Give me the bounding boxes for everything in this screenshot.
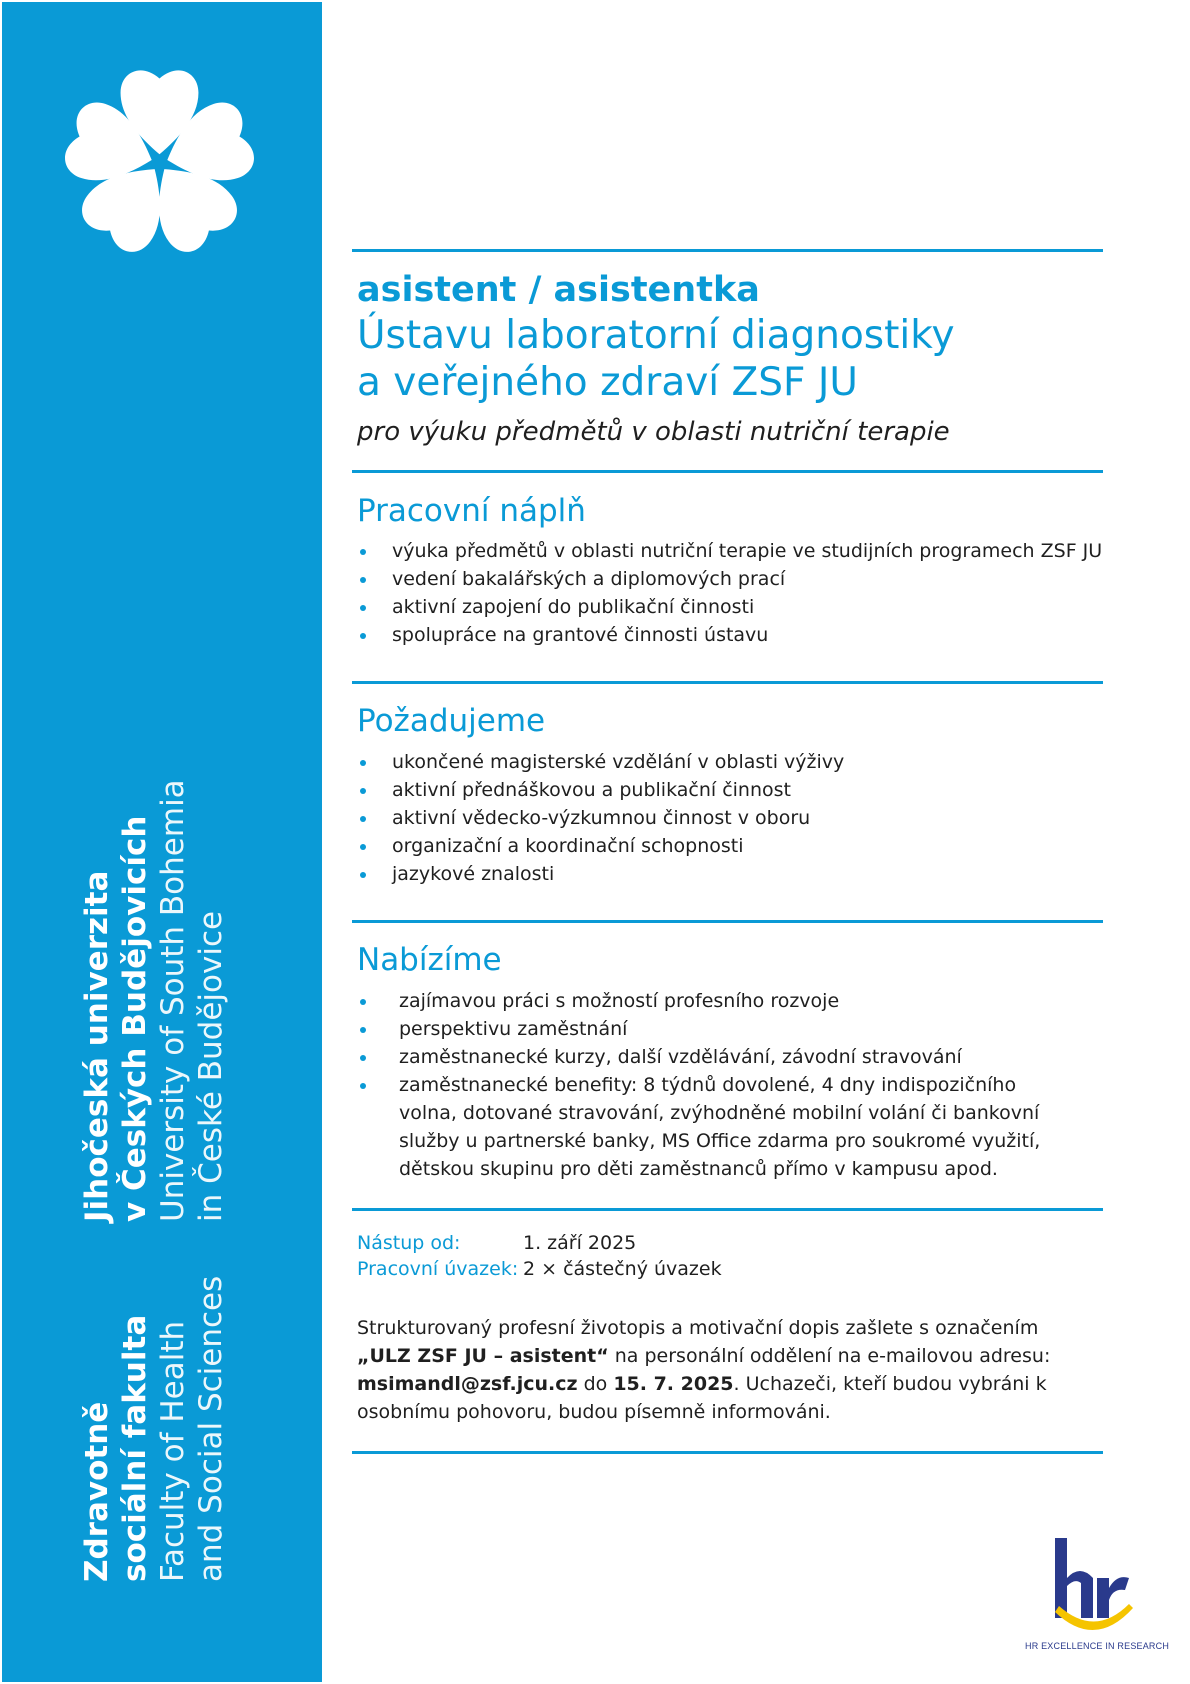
duties-heading: Pracovní náplň bbox=[357, 493, 586, 529]
sidebar bbox=[2, 2, 322, 1682]
workload-row bbox=[357, 1256, 722, 1282]
start-date-row bbox=[357, 1230, 636, 1256]
start-date-value: 1. září 2025 bbox=[523, 1232, 637, 1254]
duties-list bbox=[357, 537, 1102, 649]
application-email[interactable]: msimandl@zsf.jcu.cz bbox=[357, 1373, 578, 1395]
list-item: zaměstnanecké benefity: 8 týdnů dovolené, 4 dny indispozičního volna, dotované stravování, zvýhodněné mobilní volání či bankovní služby u partnerské banky, MS Office zdarma pro soukromé využití, dětskou skupinu pro děti zaměstnanců přímo v kampusu apod. bbox=[357, 1071, 1077, 1183]
faculty-en-line-2: and Social Sciences bbox=[193, 1275, 229, 1582]
list-item: aktivní zapojení do publikační činnosti bbox=[357, 593, 1102, 621]
list-item: vedení bakalářských a diplomových prací bbox=[357, 565, 1102, 593]
university-name-en bbox=[154, 779, 230, 1222]
application-deadline: 15. 7. 2025 bbox=[613, 1373, 734, 1395]
list-item: jazykové znalosti bbox=[357, 860, 844, 888]
application-text-3: do bbox=[577, 1373, 614, 1395]
list-item: organizační a koordinační schopnosti bbox=[357, 832, 844, 860]
requirements-heading: Požadujeme bbox=[357, 703, 546, 739]
application-text-2: na personální oddělení na e-mailovou adresu: bbox=[608, 1345, 1051, 1367]
start-date-label: Nástup od: bbox=[357, 1232, 461, 1254]
list-item: ukončené magisterské vzdělání v oblasti výživy bbox=[357, 748, 844, 776]
faculty-name-en bbox=[154, 1276, 230, 1582]
divider bbox=[352, 1208, 1103, 1211]
university-en-line-2: in České Budějovice bbox=[193, 910, 229, 1222]
hr-caption: HR EXCELLENCE IN RESEARCH bbox=[1025, 1641, 1170, 1651]
job-title: asistent / asistentka bbox=[357, 270, 760, 310]
list-item: výuka předmětů v oblasti nutriční terapie ve studijních programech ZSF JU bbox=[357, 537, 1102, 565]
university-flower-logo-icon bbox=[52, 60, 267, 265]
requirements-list bbox=[357, 748, 844, 888]
divider bbox=[352, 1451, 1103, 1454]
university-en-line-1: University of South Bohemia bbox=[155, 779, 191, 1222]
faculty-cz-line-1: Zdravotně bbox=[79, 1401, 115, 1582]
application-text-1: Strukturovaný profesní životopis a motivační dopis zašlete s označením bbox=[357, 1317, 1039, 1339]
hr-logo-icon bbox=[1025, 1538, 1150, 1633]
faculty-cz-line-2: sociální fakulta bbox=[117, 1314, 153, 1582]
application-code: „ULZ ZSF JU – asistent“ bbox=[357, 1345, 609, 1367]
list-item: aktivní vědecko-výzkumnou činnost v oboru bbox=[357, 804, 844, 832]
faculty-name-cz bbox=[78, 1315, 154, 1582]
list-item: zajímavou práci s možností profesního rozvoje bbox=[357, 987, 1077, 1015]
workload-label: Pracovní úvazek: bbox=[357, 1258, 519, 1280]
university-cz-line-2: v Českých Budějovicích bbox=[117, 815, 153, 1222]
hr-excellence-badge bbox=[1025, 1538, 1170, 1658]
workload-value: 2 × částečný úvazek bbox=[523, 1258, 722, 1280]
list-item: aktivní přednáškovou a publikační činnost bbox=[357, 776, 844, 804]
offer-list bbox=[357, 987, 1077, 1183]
application-instructions bbox=[357, 1314, 1097, 1426]
divider bbox=[352, 249, 1103, 252]
faculty-en-line-1: Faculty of Health bbox=[155, 1320, 191, 1582]
department-title-line-2: a veřejného zdraví ZSF JU bbox=[357, 360, 858, 405]
divider bbox=[352, 681, 1103, 684]
divider bbox=[352, 470, 1103, 473]
list-item: spolupráce na grantové činnosti ústavu bbox=[357, 621, 1102, 649]
list-item: zaměstnanecké kurzy, další vzdělávání, závodní stravování bbox=[357, 1043, 1077, 1071]
job-subtitle: pro výuku předmětů v oblasti nutriční terapie bbox=[357, 417, 950, 447]
offer-heading: Nabízíme bbox=[357, 942, 502, 978]
department-title-line-1: Ústavu laboratorní diagnostiky bbox=[357, 313, 955, 358]
list-item: perspektivu zaměstnání bbox=[357, 1015, 1077, 1043]
university-name-cz bbox=[78, 816, 154, 1222]
university-cz-line-1: Jihočeská univerzita bbox=[79, 870, 115, 1222]
application-text-4: . Uchazeči, kteří budou vybráni k osobnímu pohovoru, budou písemně informováni. bbox=[357, 1373, 1047, 1423]
divider bbox=[352, 920, 1103, 923]
